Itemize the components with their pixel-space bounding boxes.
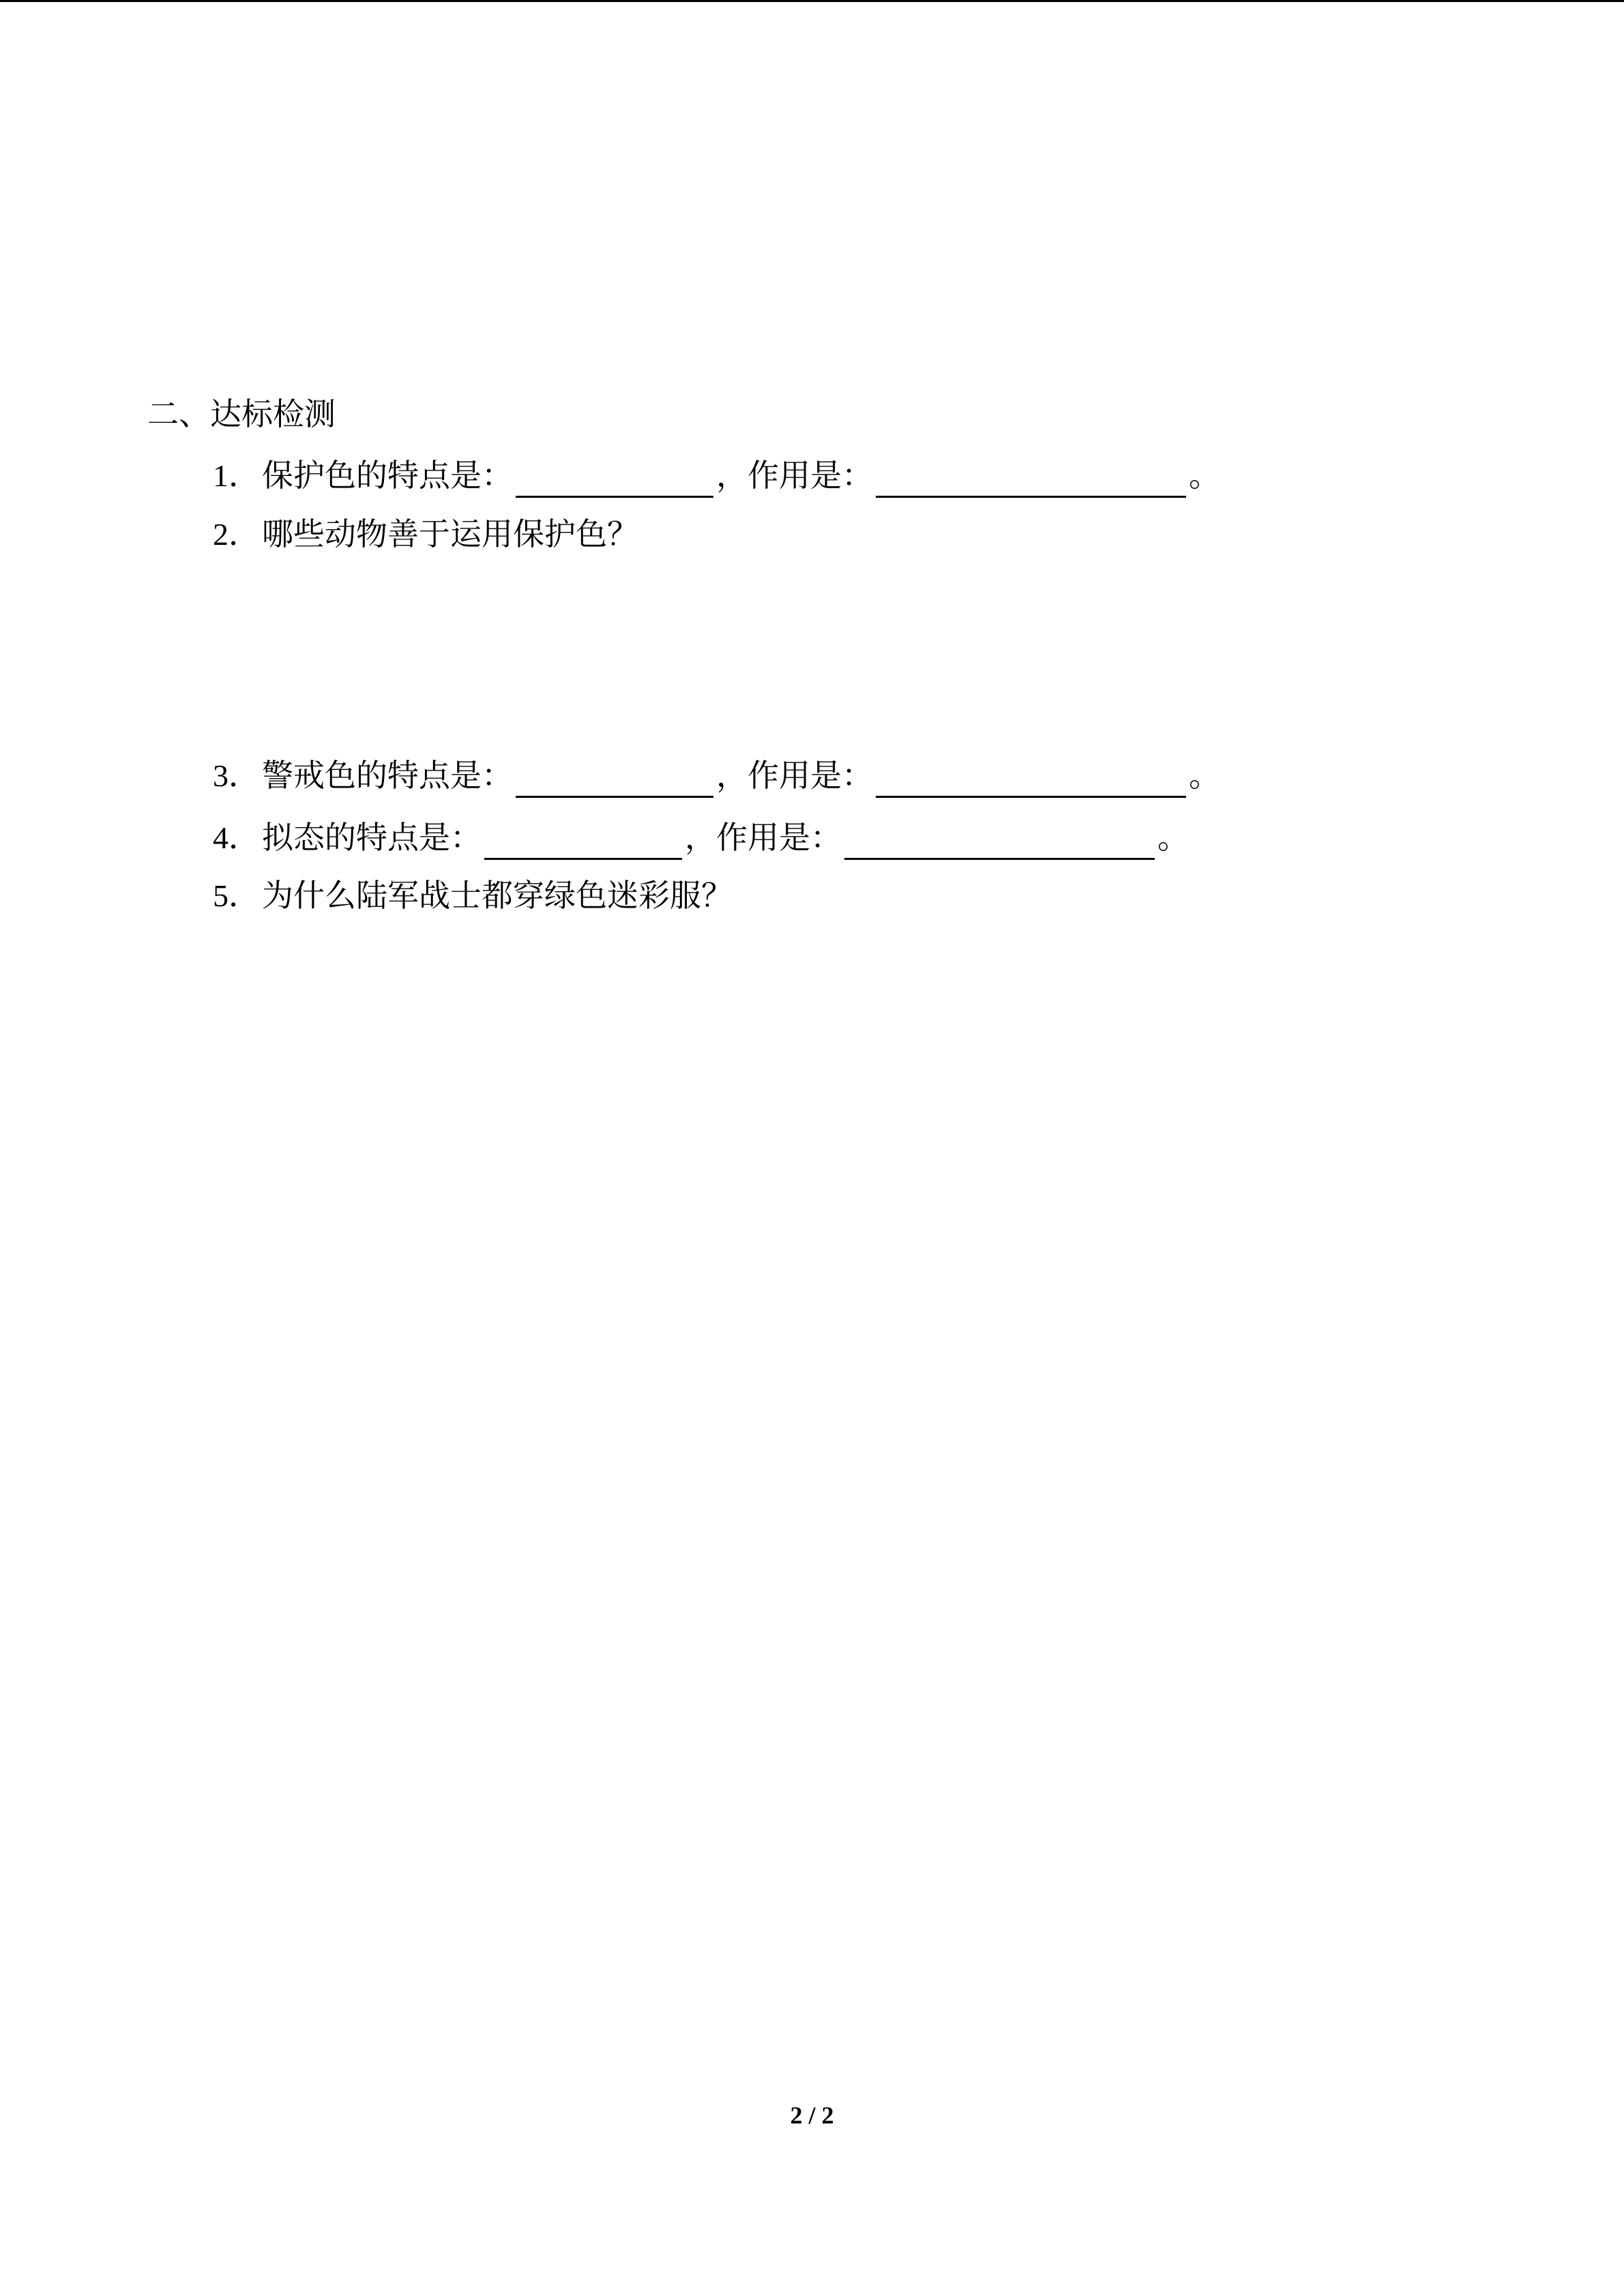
answer-blank-feature[interactable] [516,462,713,498]
question-1 [213,454,1220,498]
question-number: 5． [213,878,260,913]
question-text: 为什么陆军战士都穿绿色迷彩服？ [262,878,733,913]
question-number: 1． [213,458,260,493]
section-heading: 二、达标检测 [147,397,336,432]
question-end-mark: 。 [1157,820,1189,855]
question-text: ，作用是： [716,758,873,793]
page-number: 2 / 2 [790,2102,834,2129]
question-number: 4． [213,820,260,855]
answer-blank-feature[interactable] [484,824,682,860]
question-end-mark: 。 [1189,458,1220,493]
question-3 [213,754,1220,798]
question-2 [213,513,638,556]
question-number: 3． [213,758,260,793]
answer-blank-function[interactable] [876,462,1186,498]
question-text: ，作用是： [685,820,842,855]
question-end-mark: 。 [1189,758,1220,793]
question-text: 警戒色的特点是： [262,758,513,793]
top-border-line [0,0,1624,2]
answer-blank-feature[interactable] [516,762,713,798]
question-text: 保护色的特点是： [262,458,513,493]
question-text: ，作用是： [716,458,873,493]
question-text: 哪些动物善于运用保护色？ [262,517,638,552]
question-text: 拟态的特点是： [262,820,482,855]
question-4 [213,816,1189,860]
answer-blank-function[interactable] [876,762,1186,798]
question-5 [213,874,733,918]
answer-blank-function[interactable] [844,824,1155,860]
question-number: 2． [213,517,260,552]
